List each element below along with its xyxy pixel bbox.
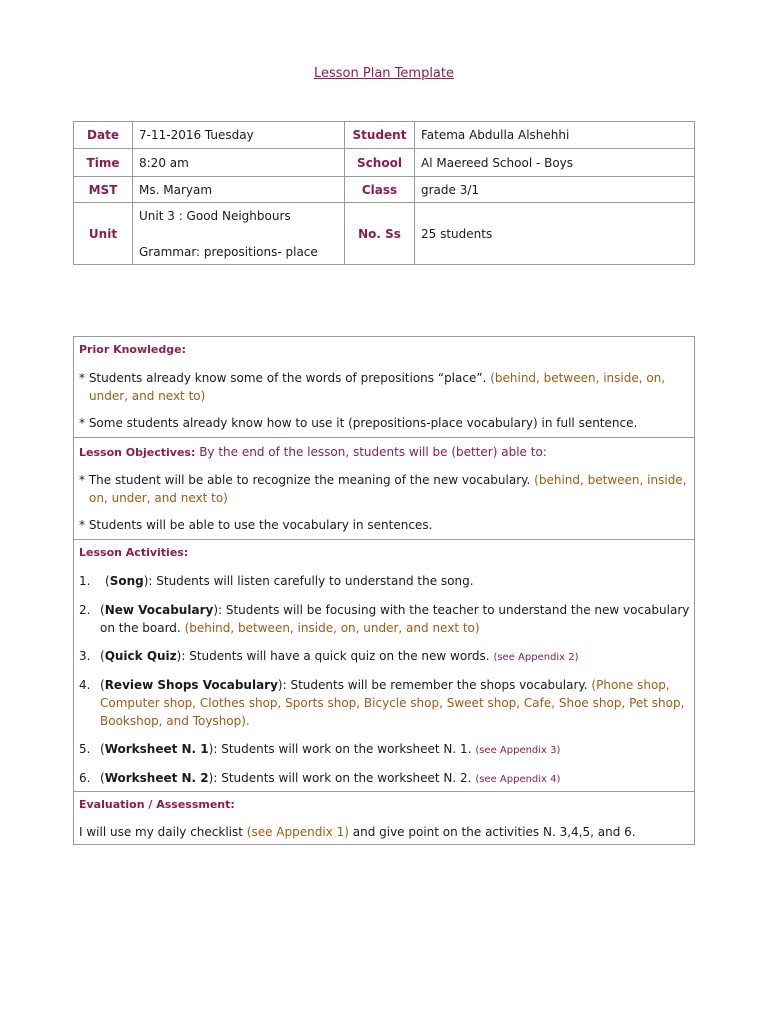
- time-value: 8:20 am: [133, 149, 345, 177]
- activity-4-number: 4.: [79, 678, 91, 692]
- activity-2: (New Vocabulary): Students will be focusing with the teacher to understand the new vocabulary: [100, 603, 690, 617]
- date-value: 7-11-2016 Tuesday: [133, 122, 345, 149]
- objectives-bullet-2: * Students will be able to use the vocabulary in sentences.: [79, 518, 433, 532]
- table-row: [74, 203, 695, 265]
- unit-grammar: Grammar: prepositions- place: [139, 244, 318, 259]
- activity-2-cont: on the board. (behind, between, inside, on, under, and next to): [100, 621, 480, 635]
- activity-6-number: 6.: [79, 771, 91, 785]
- student-value: Fatema Abdulla Alshehhi: [415, 122, 695, 149]
- activity-3-number: 3.: [79, 649, 91, 663]
- objectives-bullet-1: * The student will be able to recognize the meaning of the new vocabulary. (behind, between, inside,: [79, 473, 687, 487]
- prior-bullet-2: * Some students already know how to use it (prepositions-place vocabulary) in full sentence.: [79, 416, 638, 430]
- activity-4-cont-2: Bookshop, and Toyshop).: [100, 714, 250, 728]
- prior-bullet-1: * Students already know some of the words of prepositions “place”. (behind, between, inside, on,: [79, 371, 666, 385]
- activity-2-number: 2.: [79, 603, 91, 617]
- activity-5: (Worksheet N. 1): Students will work on the worksheet N. 1. (see Appendix 3): [100, 742, 561, 756]
- activity-5-number: 5.: [79, 742, 91, 756]
- evaluation-heading: Evaluation / Assessment:: [79, 798, 235, 811]
- activity-6: (Worksheet N. 2): Students will work on the worksheet N. 2. (see Appendix 4): [100, 771, 561, 785]
- objectives-bullet-1-cont: on, under, and next to): [89, 491, 228, 505]
- table-row: [74, 122, 695, 149]
- activity-4: (Review Shops Vocabulary): Students will be remember the shops vocabulary. (Phone shop,: [100, 678, 670, 692]
- activity-1: (Song): Students will listen carefully to understand the song.: [105, 574, 474, 588]
- date-label: Date: [74, 122, 133, 149]
- unit-title: Unit 3 : Good Neighbours: [139, 208, 291, 223]
- unit-label: Unit: [74, 203, 133, 265]
- mst-value: Ms. Maryam: [133, 177, 345, 203]
- evaluation-text: I will use my daily checklist (see Appendix 1) and give point on the activities N. 3,4,5, and 6.: [79, 825, 636, 839]
- table-row: [74, 177, 695, 203]
- student-label: Student: [345, 122, 415, 149]
- school-value: Al Maereed School - Boys: [415, 149, 695, 177]
- page-title: Lesson Plan Template: [314, 66, 454, 81]
- class-label: Class: [345, 177, 415, 203]
- lesson-plan-box: [73, 336, 695, 845]
- unit-value: [133, 203, 345, 265]
- activities-heading: Lesson Activities:: [79, 546, 189, 559]
- activity-4-cont-1: Computer shop, Clothes shop, Sports shop, Bicycle shop, Sweet shop, Cafe, Shoe shop, Pet shop,: [100, 696, 685, 710]
- prior-bullet-1-cont: under, and next to): [89, 389, 206, 403]
- activity-1-number: 1.: [79, 574, 91, 588]
- activity-3: (Quick Quiz): Students will have a quick quiz on the new words. (see Appendix 2): [100, 649, 579, 663]
- objectives-section: [74, 437, 694, 539]
- evaluation-section: [74, 791, 694, 845]
- prior-knowledge-heading: Prior Knowledge:: [79, 343, 186, 356]
- school-label: School: [345, 149, 415, 177]
- time-label: Time: [74, 149, 133, 177]
- nos-value: 25 students: [415, 203, 695, 265]
- objectives-heading: Lesson Objectives: By the end of the lesson, students will be (better) able to:: [79, 445, 547, 459]
- activities-section: [74, 539, 694, 791]
- mst-label: MST: [74, 177, 133, 203]
- lesson-info-table: [73, 121, 695, 265]
- class-value: grade 3/1: [415, 177, 695, 203]
- table-row: [74, 149, 695, 177]
- nos-label: No. Ss: [345, 203, 415, 265]
- prior-knowledge-section: [74, 337, 694, 430]
